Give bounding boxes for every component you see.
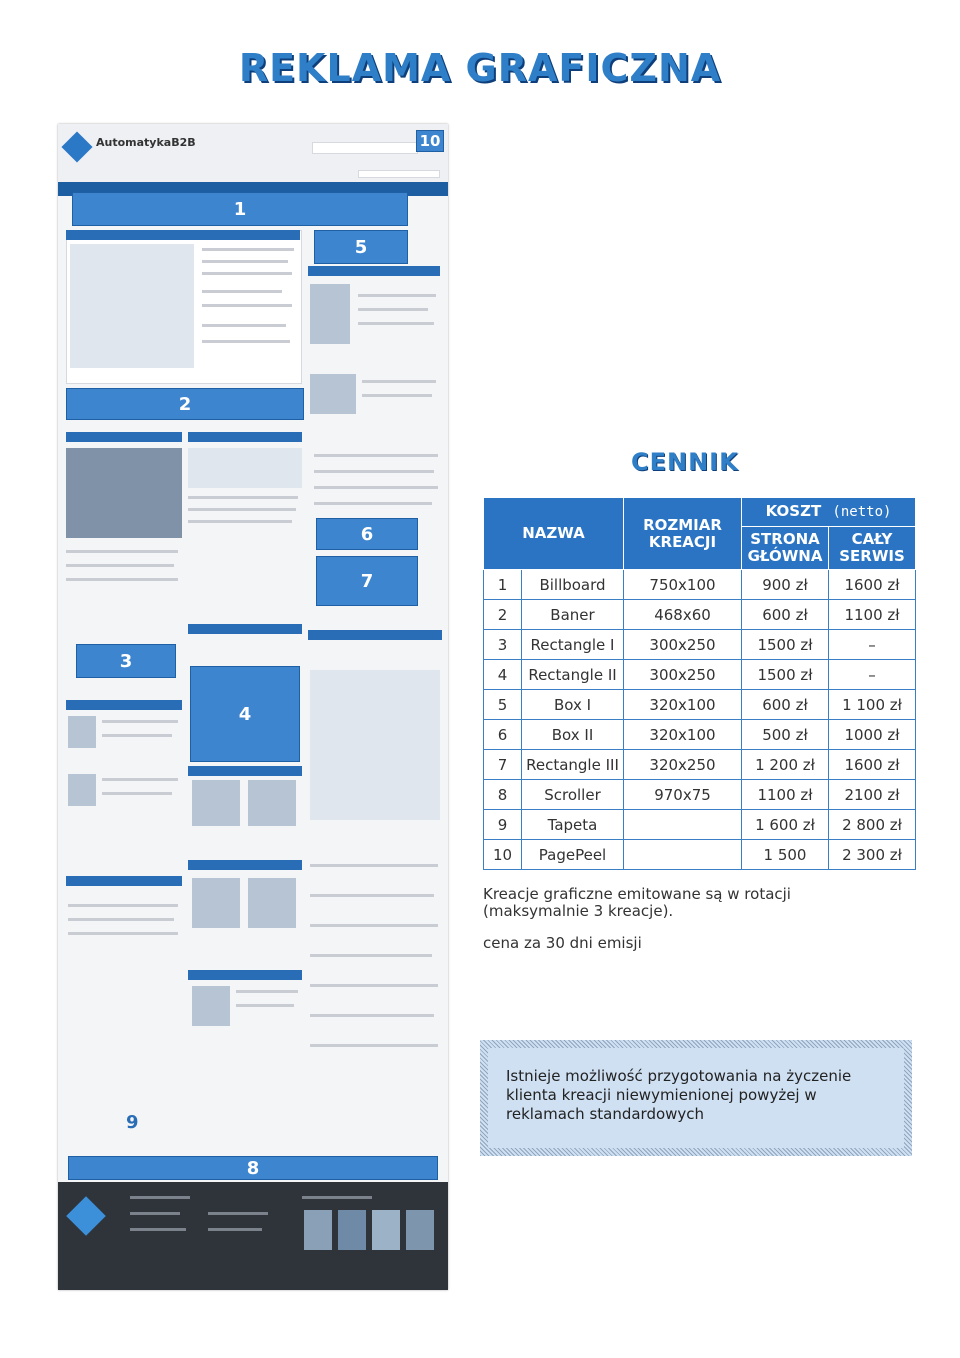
header-nazwa: NAZWA xyxy=(484,498,624,570)
row-number: 8 xyxy=(484,780,522,810)
row-name: Billboard xyxy=(522,570,624,600)
ad-slot-6: 6 xyxy=(316,518,418,550)
row-price-main: 1 200 zł xyxy=(742,750,829,780)
mockup-footer xyxy=(58,1182,448,1290)
mockup-image xyxy=(192,780,240,826)
row-price-all: 1000 zł xyxy=(829,720,916,750)
footer-logo-icon xyxy=(66,1196,106,1236)
row-name: Box I xyxy=(522,690,624,720)
ad-slot-8: 8 xyxy=(68,1156,438,1180)
mockup-line xyxy=(310,1044,438,1047)
table-row xyxy=(484,840,916,870)
mockup-line xyxy=(236,1004,294,1007)
mockup-image xyxy=(248,878,296,928)
mockup-section-header xyxy=(188,432,302,442)
row-price-main: 1500 zł xyxy=(742,630,829,660)
ad-slot-2: 2 xyxy=(66,388,304,420)
row-number: 4 xyxy=(484,660,522,690)
mockup-line xyxy=(188,508,296,511)
ad-slot-5: 5 xyxy=(314,230,408,264)
mockup-line xyxy=(236,990,298,993)
rotation-note: Kreacje graficzne emitowane są w rotacji (maksymalnie 3 kreacje). xyxy=(483,885,791,920)
row-size xyxy=(624,810,742,840)
mockup-line xyxy=(66,578,178,581)
mockup-line xyxy=(68,904,178,907)
row-price-main: 1 600 zł xyxy=(742,810,829,840)
info-box xyxy=(480,1040,912,1156)
mockup-line xyxy=(362,394,432,397)
row-number: 10 xyxy=(484,840,522,870)
info-text: Istnieje możliwość przygotowania na życzenie klienta kreacji niewymienionej powyżej w reklamach standardowych xyxy=(506,1067,852,1123)
header-serwis: CAŁY SERWIS xyxy=(829,527,916,570)
ad-slot-1: 1 xyxy=(72,192,408,226)
mockup-image xyxy=(248,780,296,826)
ad-slot-7: 7 xyxy=(316,556,418,606)
mockup-line xyxy=(310,894,434,897)
mockup-image xyxy=(188,448,302,488)
mockup-line xyxy=(102,720,178,723)
period-note: cena za 30 dni emisji xyxy=(483,934,642,952)
mockup-image xyxy=(372,1210,400,1250)
mockup-line xyxy=(202,324,286,327)
mockup-image xyxy=(304,1210,332,1250)
page-title: REKLAMA GRAFICZNA xyxy=(238,46,722,90)
mockup-section-header xyxy=(188,624,302,634)
mockup-section-header xyxy=(308,630,442,640)
row-price-all: 2 300 zł xyxy=(829,840,916,870)
mockup-image xyxy=(310,284,350,344)
mockup-image xyxy=(68,716,96,748)
header-netto: (netto) xyxy=(832,504,892,520)
row-size: 970x75 xyxy=(624,780,742,810)
mockup-brand: AutomatykaB2B xyxy=(96,136,196,149)
row-price-all: 1600 zł xyxy=(829,570,916,600)
row-number: 2 xyxy=(484,600,522,630)
row-name: Rectangle II xyxy=(522,660,624,690)
mockup-line xyxy=(314,486,438,489)
mockup-input xyxy=(358,170,440,178)
mockup-line xyxy=(310,984,438,987)
row-price-all: 1600 zł xyxy=(829,750,916,780)
row-price-all: – xyxy=(829,630,916,660)
row-size: 468x60 xyxy=(624,600,742,630)
mockup-line xyxy=(314,470,434,473)
price-table-body xyxy=(484,570,916,870)
ad-slot-4: 4 xyxy=(190,666,300,762)
header-koszt xyxy=(742,498,916,527)
mockup-line xyxy=(102,734,172,737)
mockup-line xyxy=(66,564,174,567)
table-row xyxy=(484,720,916,750)
row-size xyxy=(624,840,742,870)
mockup-image xyxy=(68,774,96,806)
mockup-image xyxy=(70,244,194,368)
table-row xyxy=(484,660,916,690)
ad-slot-3: 3 xyxy=(76,644,176,678)
row-size: 300x250 xyxy=(624,660,742,690)
row-number: 3 xyxy=(484,630,522,660)
mockup-line xyxy=(130,1228,186,1231)
mockup-news-header xyxy=(66,230,300,240)
row-name: Scroller xyxy=(522,780,624,810)
mockup-section-header xyxy=(188,860,302,870)
row-price-main: 900 zł xyxy=(742,570,829,600)
row-price-main: 600 zł xyxy=(742,600,829,630)
row-number: 6 xyxy=(484,720,522,750)
row-name: Box II xyxy=(522,720,624,750)
mockup-line xyxy=(68,918,174,921)
mockup-line xyxy=(358,322,434,325)
mockup-image xyxy=(310,374,356,414)
mockup-line xyxy=(314,454,438,457)
mockup-header xyxy=(58,124,448,183)
mockup-line xyxy=(202,304,292,307)
mockup-line xyxy=(302,1196,372,1199)
mockup-line xyxy=(358,308,428,311)
mockup-section-header xyxy=(188,766,302,776)
mockup-image xyxy=(192,878,240,928)
mockup-image xyxy=(310,670,440,820)
row-price-main: 1 500 xyxy=(742,840,829,870)
table-row xyxy=(484,690,916,720)
row-price-all: 2 800 zł xyxy=(829,810,916,840)
mockup-box-header xyxy=(308,266,440,276)
row-number: 7 xyxy=(484,750,522,780)
table-row xyxy=(484,570,916,600)
mockup-line xyxy=(202,260,288,263)
logo-icon xyxy=(61,131,92,162)
ad-slot-10: 10 xyxy=(416,130,444,152)
row-price-main: 500 zł xyxy=(742,720,829,750)
mockup-line xyxy=(208,1212,268,1215)
row-price-all: – xyxy=(829,660,916,690)
mockup-image xyxy=(338,1210,366,1250)
website-mockup xyxy=(58,124,448,1290)
mockup-line xyxy=(310,1014,434,1017)
mockup-line xyxy=(130,1212,180,1215)
ad-slot-9: 9 xyxy=(126,1112,139,1133)
table-row xyxy=(484,750,916,780)
mockup-section-header xyxy=(188,970,302,980)
mockup-line xyxy=(188,496,298,499)
row-price-main: 600 zł xyxy=(742,690,829,720)
row-size: 320x250 xyxy=(624,750,742,780)
header-strona: STRONA GŁÓWNA xyxy=(742,527,829,570)
row-name: PagePeel xyxy=(522,840,624,870)
mockup-image xyxy=(66,448,182,538)
mockup-line xyxy=(208,1228,262,1231)
row-size: 300x250 xyxy=(624,630,742,660)
mockup-image xyxy=(406,1210,434,1250)
row-number: 9 xyxy=(484,810,522,840)
header-koszt-label: KOSZT xyxy=(765,502,822,520)
row-price-all: 1 100 zł xyxy=(829,690,916,720)
mockup-section-header xyxy=(66,876,182,886)
mockup-line xyxy=(66,550,178,553)
mockup-line xyxy=(310,954,432,957)
table-row xyxy=(484,630,916,660)
mockup-line xyxy=(68,932,178,935)
mockup-line xyxy=(102,792,172,795)
mockup-line xyxy=(202,272,292,275)
row-size: 320x100 xyxy=(624,690,742,720)
mockup-section-header xyxy=(66,700,182,710)
row-name: Tapeta xyxy=(522,810,624,840)
mockup-line xyxy=(310,864,438,867)
mockup-line xyxy=(362,380,436,383)
mockup-line xyxy=(130,1196,190,1199)
row-size: 320x100 xyxy=(624,720,742,750)
row-price-all: 2100 zł xyxy=(829,780,916,810)
mockup-line xyxy=(358,294,436,297)
row-size: 750x100 xyxy=(624,570,742,600)
mockup-search xyxy=(312,142,418,154)
mockup-line xyxy=(314,502,432,505)
row-number: 1 xyxy=(484,570,522,600)
row-name: Rectangle III xyxy=(522,750,624,780)
table-row xyxy=(484,810,916,840)
mockup-line xyxy=(102,778,178,781)
mockup-section-header xyxy=(66,432,182,442)
mockup-image xyxy=(192,986,230,1026)
row-name: Baner xyxy=(522,600,624,630)
table-row xyxy=(484,600,916,630)
mockup-line xyxy=(188,520,292,523)
mockup-line xyxy=(202,290,282,293)
table-row xyxy=(484,780,916,810)
row-price-main: 1500 zł xyxy=(742,660,829,690)
row-price-all: 1100 zł xyxy=(829,600,916,630)
header-rozmiar: ROZMIAR KREACJI xyxy=(624,498,742,570)
price-table xyxy=(483,497,916,870)
mockup-line xyxy=(202,248,294,251)
mockup-line xyxy=(202,340,290,343)
cennik-title: CENNIK xyxy=(631,448,739,476)
row-name: Rectangle I xyxy=(522,630,624,660)
row-number: 5 xyxy=(484,690,522,720)
mockup-line xyxy=(310,924,438,927)
row-price-main: 1100 zł xyxy=(742,780,829,810)
